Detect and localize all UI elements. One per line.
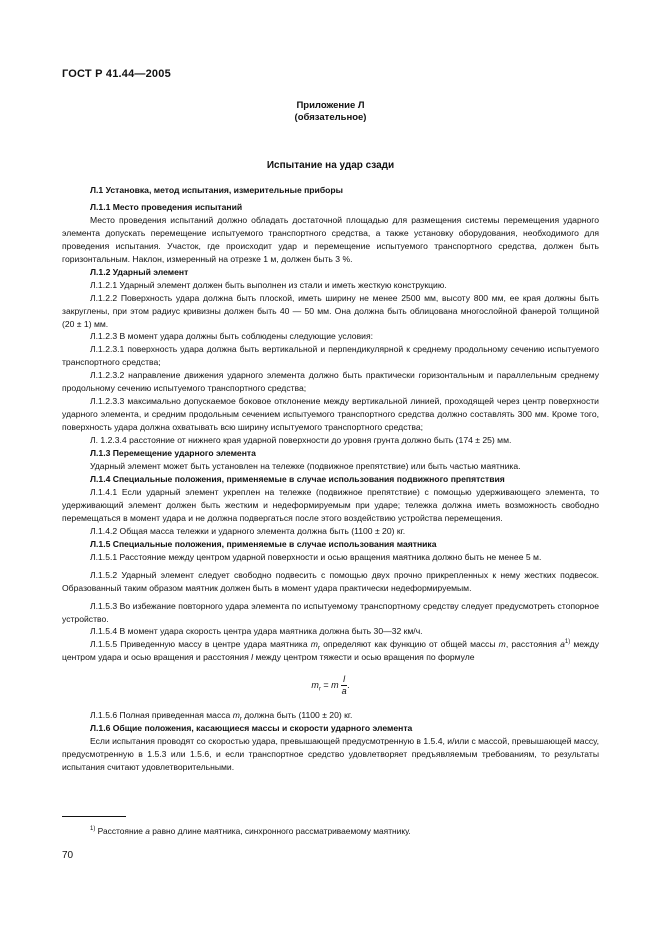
paragraph-l1-2-3-4: Л. 1.2.3.4 расстояние от нижнего края ударной поверхности до уровня грунта должно быть (174 ± 25) мм. xyxy=(90,435,512,446)
paragraph-l1-3: Ударный элемент может быть установлен на тележке (подвижное препятствие) или быть частью маятника. xyxy=(90,461,521,472)
formula-fraction: $\frac{l}{a}$ xyxy=(341,674,347,697)
paragraph-l1-4-2: Л.1.4.2 Общая масса тележки и ударного элемента должна быть (1100 ± 20) кг. xyxy=(90,525,406,536)
formula-reduced-mass: $m_r = m$ $\frac{l}{a}$ . xyxy=(311,674,350,697)
paragraph-l1-2-2: Л.1.2.2 Поверхность удара должна быть плоской, иметь ширину не менее 2500 мм, высоту 800 мм, ее края должны быть закруглены, при этом радиус кривизны должен быть 40 — 50 мм. Она должна быть облицована многослойной фанерой толщиной (20 ± 1) мм. xyxy=(62,292,599,329)
paragraph-l1-5-4: Л.1.5.4 В момент удара скорость центра удара маятника должна быть 30—32 км/ч. xyxy=(90,626,423,637)
paragraph-l1-2-3-1: Л.1.2.3.1 поверхность удара должна быть вертикальной и перпендикулярной к среднему продольному сечению испытуемого транспортного средства; xyxy=(62,344,599,368)
paragraph-l1-5-2: Л.1.5.2 Ударный элемент следует свободно подвесить с помощью двух прочно прикрепленных к нему жестких подвесок. Образованный таким образом маятник должен быть в момент удара практически недеформируемым. xyxy=(62,569,599,593)
footnote-separator xyxy=(62,816,126,817)
annex-status: (обязательное) xyxy=(294,112,367,123)
paragraph-l1-4-1: Л.1.4.1 Если ударный элемент укреплен на тележке (подвижное препятствие) с помощью удерживающего элемента, то удерживающий элемент должен быть жестким и недеформируемым при ударе; тележка должна иметь возможность свободно перемещаться в момент удара и не должна подвергаться после этого воздействию устройства перемещения. xyxy=(62,486,599,523)
heading-l1-6: Л.1.6 Общие положения, касающиеся массы и скорости ударного элемента xyxy=(90,723,413,734)
section-title: Испытание на удар сзади xyxy=(266,160,395,171)
footnote-reference: 1) xyxy=(564,639,571,646)
heading-l1-3: Л.1.3 Перемещение ударного элемента xyxy=(90,448,256,459)
document-body xyxy=(62,184,599,774)
document-header-id: ГОСТ Р 41.44—2005 xyxy=(62,68,171,80)
paragraph-l1-5-5: Л.1.5.5 Приведенную массу в центре удара маятника $m_r$ определяют как функцию от общей массы m, расстояния $a^{1)}$ между центром удара и осью вращения и расстояния l между центром тяжести и осью вращения по формуле xyxy=(62,639,599,663)
page-number: 70 xyxy=(62,850,74,861)
paragraph-l1-5-1: Л.1.5.1 Расстояние между центром ударной поверхности и осью вращения маятника должно быть не менее 5 м. xyxy=(90,551,542,562)
heading-l1-5: Л.1.5 Специальные положения, применяемые в случае использования маятника xyxy=(90,538,437,549)
paragraph-l1-6: Если испытания проводят со скоростью удара, превышающей предусмотренную в 1.5.4, и/или с массой, превышающей массу, предусмотренную в 1.5.3 или 1.5.6, и если транспортное средство удовлетворяет предъявляемым требованиям, то результаты испытания считают удовлетворительными. xyxy=(62,736,600,773)
paragraph-l1-2-3: Л.1.2.3 В момент удара должны быть соблюдены следующие условия: xyxy=(90,331,373,342)
paragraph-l1-2-3-2: Л.1.2.3.2 направление движения ударного элемента должно быть практически горизонтальным и параллельным среднему продольному сечению испытуемого транспортного средства; xyxy=(62,370,599,394)
heading-l1-2: Л.1.2 Ударный элемент xyxy=(90,266,189,277)
paragraph-l1-2-1: Л.1.2.1 Ударный элемент должен быть выполнен из стали и иметь жесткую конструкцию. xyxy=(90,279,447,290)
heading-l1-1: Л.1.1 Место проведения испытаний xyxy=(90,201,243,212)
paragraph-l1-5-3: Л.1.5.3 Во избежание повторного удара элемента по испытуемому транспортному средству следует предусмотреть стопорное устройство. xyxy=(62,600,599,624)
heading-l1: Л.1 Установка, метод испытания, измерительные приборы xyxy=(90,185,343,195)
paragraph-l1-1: Место проведения испытаний должно обладать достаточной площадью для размещения системы перемещения ударного элемента допускать перемещение испытуемого транспортного средства, а также установку оборудования, необходимого для проведения испытания. Участок, где происходит удар и перемещение испытуемого транспортного средства, должен быть горизонтальным. Наклон, измеренный на отрезке 1 м, должен быть 3 %. xyxy=(62,214,599,264)
paragraph-l1-5-6: Л.1.5.6 Полная приведенная масса $m_r$ должна быть (1100 ± 20) кг. xyxy=(90,710,353,724)
annex-title: Приложение Л xyxy=(296,100,365,111)
heading-l1-4: Л.1.4 Специальные положения, применяемые в случае использования подвижного препятствия xyxy=(90,473,505,484)
footnote: $^{1)}$ Расстояние a равно длине маятника, синхронного рассматриваемому маятнику. xyxy=(90,826,411,836)
paragraph-l1-2-3-3: Л.1.2.3.3 максимально допускаемое боковое отклонение между вертикальной линией, проходящей через центр поверхности ударного элемента, и средним продольным сечением испытуемого транспортного средства должно составлять 300 мм. Кроме того, поверхность удара должна охватывать всю ширину испытуемого транспортного средства; xyxy=(62,396,599,433)
